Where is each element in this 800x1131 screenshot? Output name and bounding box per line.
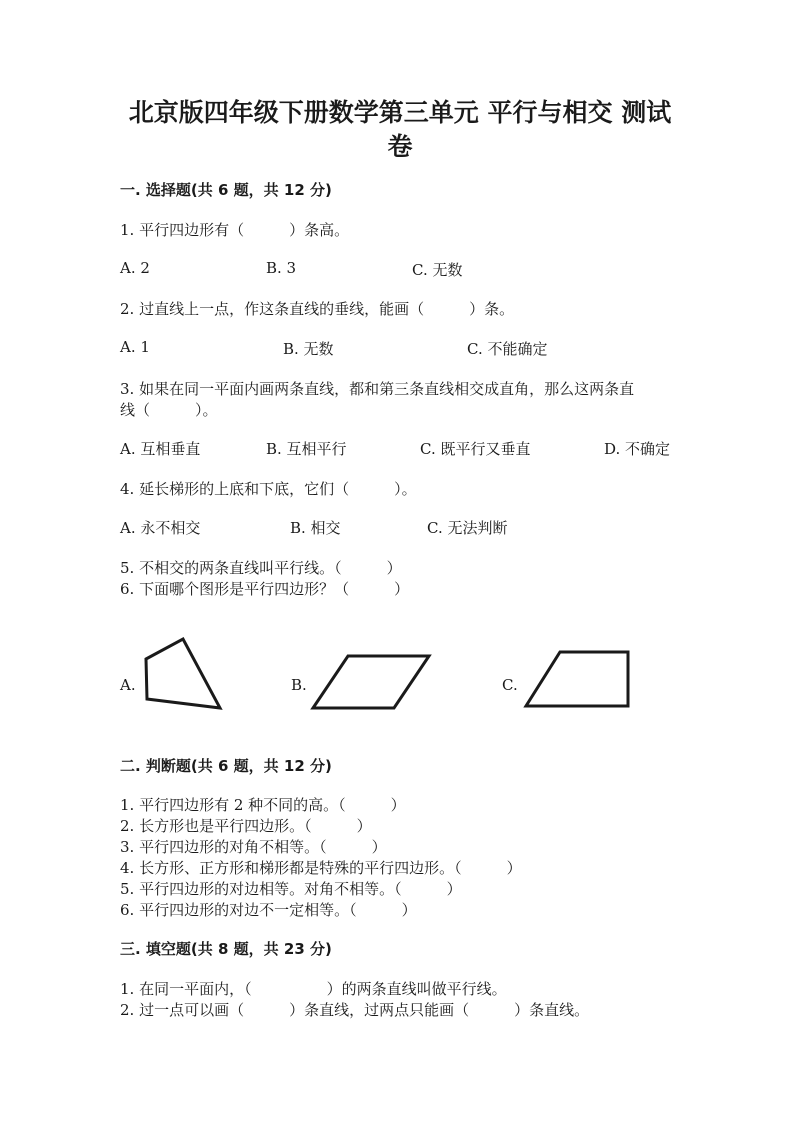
question-3-option-b: B. 互相平行 xyxy=(266,440,347,458)
trapezoid-figure xyxy=(523,648,633,713)
question-3-option-c: C. 既平行又垂直 xyxy=(420,440,531,458)
question-4-option-a: A. 永不相交 xyxy=(120,519,201,537)
question-6-text: 6. 下面哪个图形是平行四边形？（ ） xyxy=(120,580,410,598)
fill-item-1: 1. 在同一平面内，（ ）的两条直线叫做平行线。 xyxy=(120,980,507,998)
judge-item-2: 2. 长方形也是平行四边形。（ ） xyxy=(120,817,372,835)
question-1-option-a: A. 2 xyxy=(120,259,150,277)
question-2-option-a: A. 1 xyxy=(120,338,150,356)
section-heading-choice: 一. 选择题(共 6 题，共 12 分) xyxy=(120,181,332,199)
question-3-text-line-2: 线（ ）。 xyxy=(120,401,218,419)
section-heading-fill: 三. 填空题(共 8 题，共 23 分) xyxy=(120,940,332,958)
judge-item-5: 5. 平行四边形的对边相等。对角不相等。（ ） xyxy=(120,880,462,898)
question-3-option-d: D. 不确定 xyxy=(604,440,671,458)
judge-item-4: 4. 长方形、正方形和梯形都是特殊的平行四边形。（ ） xyxy=(120,859,522,877)
question-1-option-c: C. 无数 xyxy=(412,261,463,279)
judge-item-6: 6. 平行四边形的对边不一定相等。（ ） xyxy=(120,901,417,919)
judge-item-1: 1. 平行四边形有 2 种不同的高。（ ） xyxy=(120,796,406,814)
parallelogram-figure xyxy=(310,652,435,712)
question-6-option-b: B. xyxy=(291,676,307,694)
question-6-option-a: A. xyxy=(120,676,136,694)
question-6-option-c: C. xyxy=(502,676,518,694)
exam-title-line-2: 卷 xyxy=(387,132,413,161)
question-4-option-b: B. 相交 xyxy=(290,519,341,537)
question-2-option-b: B. 无数 xyxy=(283,340,334,358)
quadrilateral-outline xyxy=(146,639,220,708)
question-3-option-a: A. 互相垂直 xyxy=(120,440,201,458)
question-3-text-line-1: 3. 如果在同一平面内画两条直线，都和第三条直线相交成直角，那么这两条直 xyxy=(120,380,635,398)
question-1-text: 1. 平行四边形有（ ）条高。 xyxy=(120,221,350,239)
exam-title xyxy=(120,96,680,164)
question-5-text: 5. 不相交的两条直线叫平行线。（ ） xyxy=(120,559,402,577)
question-1-option-b: B. 3 xyxy=(266,259,297,277)
exam-title-line-1: 北京版四年级下册数学第三单元 平行与相交 测试 xyxy=(128,98,672,127)
question-2-option-c: C. 不能确定 xyxy=(467,340,548,358)
question-4-text: 4. 延长梯形的上底和下底，它们（ ）。 xyxy=(120,480,417,498)
judge-item-3: 3. 平行四边形的对角不相等。（ ） xyxy=(120,838,387,856)
question-4-option-c: C. 无法判断 xyxy=(427,519,508,537)
fill-item-2: 2. 过一点可以画（ ）条直线，过两点只能画（ ）条直线。 xyxy=(120,1001,590,1019)
trapezoid-outline xyxy=(526,652,628,706)
section-heading-judge: 二. 判断题(共 6 题，共 12 分) xyxy=(120,757,332,775)
question-2-text: 2. 过直线上一点，作这条直线的垂线，能画（ ）条。 xyxy=(120,300,515,318)
quadrilateral-figure xyxy=(140,635,230,715)
parallelogram-outline xyxy=(313,656,429,708)
